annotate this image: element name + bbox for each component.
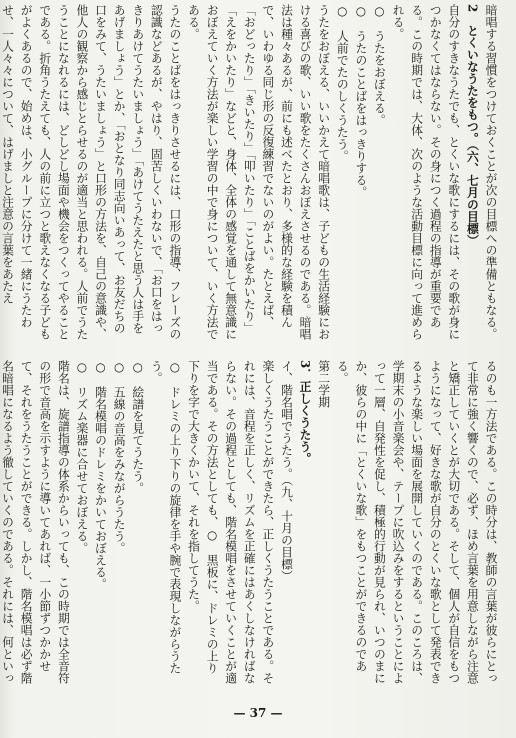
paragraph: 階名は、旋譜指導の体系からいっても、この時期では全音符の形で音高を示すように導いてあれば、一小節ずつかかせて、それをうたうことができる。しかし、階名模唱は必ず階名暗唱になるよう徹していくのである。それには、何といっ <box>0 360 71 684</box>
paragraph: 楽しくうたうことができたら、正しくうたうことである。それには、音程を正しく、リズムを正確にはあくしなければならない。その過程としても、階名模唱をさせていくことが適当である。その方法としても、○ 黒板に、ドレミの上り下りを字で大きくかいて、それを指してうた。 <box>186 360 275 684</box>
list-item: ○ リズム楽器に合せておぼえる。 <box>74 360 89 555</box>
upper-text-block <box>0 4 500 346</box>
list-item: ○ 階名模唱のドレミをかいておぼえる。 <box>93 360 108 591</box>
list-item: ○ 人前でたのしくうたう。 <box>335 4 350 163</box>
list-item: ○ 五線の音高をみながらうたう。 <box>112 360 127 555</box>
lower-text-block <box>0 360 500 686</box>
paragraph: うたをおぼえる、いいかえて暗唱歌は、子どもの生活経験における喜びの歌、いい歌をたくさんおぼえさせるのである。暗唱法は種々あるが、前にも述べたとおり、多様的な経験を積んで、いわゆる同じ形の反復練習でないのがよい。たとえば、「おどったり」「きいたり」「叩いたり」「ことばをかいたり」「えをかいたり」などと、身体、全体の感覚を通して無意識におぼえていく方法が楽しい学習の中で身について、いく方法である。 <box>186 4 331 340</box>
paragraph: るのも一方法である。この時分は、教師の言葉が彼らにとって非常に強く響くので、必ず、ほめ言葉を用意しながら注意と矯正していくとが大切である。そして、個人が自信をもつようになって、好きな歌が自分のとくいな歌として発表できるような楽しい場面を展開していくのである。このころは、学期末の小音楽会や、テープに吹込みをするということによって一層、自発性を促し、積極的行動が見られ、いつのまにか、彼らの中に「とくいな歌」をもつことができるのである。 <box>335 360 498 684</box>
section-heading: 第二学期 <box>316 360 331 408</box>
list-item: ○ うたのことばをはっきりする。 <box>353 4 368 199</box>
paragraph: 暗唱する習慣をつけておくことが次の目標への準備ともなる。 <box>484 4 498 340</box>
section-heading: 2 とくいなうたをもつ。（六、七月の目標） <box>465 4 480 247</box>
paragraph: うたのことばをはっきりさせるには、口形の指導、フレーズの認識などあるが、やはり、固苦しくいわないで、「お口をはっきりあけてうたいましょう」「あけてうたえたと思う人は手をあげましょう」とか、「おとなり同志向いあって、お友だちの口をみて、うたいましょう」と口形の方法を、自己の意識や、他人の観察から感じとらせるのが適当と思われる。人前でうたうことになれるには、どしどし場面や機会をつくってやることである。折角うたえても、人の前に立つと歌えなくなる子どもがよくあるので、始めは、小グループに分けて一緒にうたわせ、一人々々について、はげましと注意の言葉をあたえ <box>0 4 182 340</box>
paragraph: 自分のすきなうたでも、とくいな歌にするには、その歌が身につかなくてはならない。その身につく過程の指導が重要である。この時期では、大体、次のような活動目標に向って進められる。 <box>391 4 461 340</box>
section-heading: 3．正しくうたう。 <box>298 360 313 465</box>
page-number: — 37 — <box>233 706 283 720</box>
list-item: ○ 絵譜を見てうたう。 <box>130 360 145 495</box>
sub-heading: イ、階名唱でうたう。（九、十月の目標） <box>279 360 294 583</box>
list-item: ○ ドレミの上り下りの旋律を手や腕で表現しながらうたう。 <box>149 360 182 675</box>
list-item: ○ うたをおぼえる。 <box>372 4 387 127</box>
